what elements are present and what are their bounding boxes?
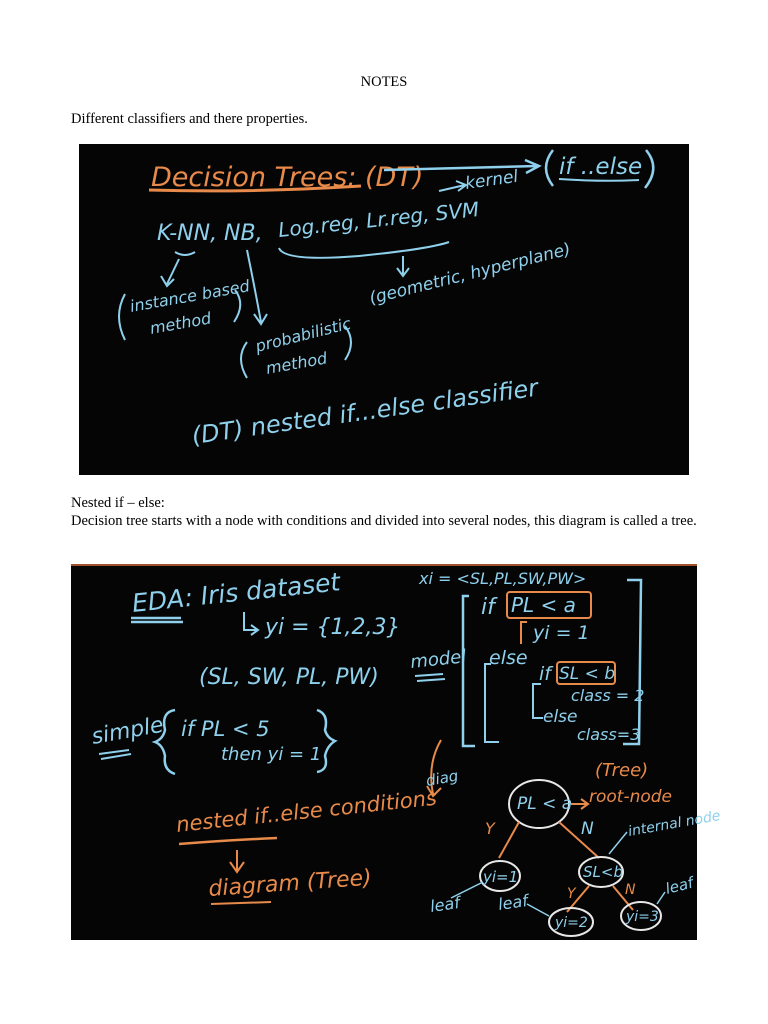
model-underline <box>415 674 445 681</box>
geometric-label: (geometric, hyperplane) <box>367 239 573 309</box>
n-edge2-label: N <box>625 882 636 898</box>
kernel-arrow <box>439 181 466 191</box>
sl-b-label: SL < b <box>559 664 616 684</box>
linear-brace <box>279 242 449 258</box>
diagram-tree-label: diagram (Tree) <box>207 865 373 902</box>
eda-underline <box>131 618 183 622</box>
probabilistic-label: probabilistic <box>253 313 353 356</box>
n-edge-label: N <box>581 819 594 839</box>
probabilistic-open-paren <box>241 342 247 378</box>
if-else-open-paren <box>546 150 553 186</box>
yi-arrow <box>244 612 258 635</box>
instance-method-label: method <box>148 308 213 338</box>
nested-heading: Nested if – else: <box>71 495 165 511</box>
dt-nested-label: (DT) nested if...else classifier <box>189 373 540 450</box>
simple-label: simple <box>89 712 166 750</box>
leaf-yi1-text: yi=1 <box>483 868 519 886</box>
knn-brace <box>175 252 195 255</box>
tree-label: (Tree) <box>595 760 649 781</box>
nested-description: Decision tree starts with a node with conditions and divided into several nodes, this diagram is called a tree. <box>71 513 697 529</box>
leaf-label-left: leaf <box>428 893 462 916</box>
classifiers-note-image <box>79 144 689 475</box>
page-title: NOTES <box>360 74 408 90</box>
else-bracket <box>485 664 499 742</box>
simple-then-label: then yi = 1 <box>221 744 322 765</box>
linear-models-label: Log.reg, Lr.reg, SVM <box>277 197 481 242</box>
internal-node-text: SL<b <box>583 863 623 881</box>
model-close-bracket <box>623 580 641 744</box>
y-edge-label: Y <box>485 819 495 838</box>
y-edge2-label: Y <box>567 886 576 902</box>
diagram-underline <box>211 902 271 904</box>
probabilistic-method-label: method <box>264 348 329 378</box>
probabilistic-arrow <box>247 250 267 324</box>
class2-label: class = 2 <box>571 686 645 705</box>
knn-nb-label: K-NN, NB, <box>157 221 263 246</box>
eda-label: EDA: Iris dataset <box>130 567 342 618</box>
leaf-yi2-text: yi=2 <box>555 915 588 931</box>
geometric-arrow <box>397 256 409 276</box>
kernel-label: kernel <box>463 166 520 194</box>
leaf-label-mid: leaf <box>496 891 530 914</box>
model-open-bracket <box>463 596 475 746</box>
features-label: (SL, SW, PL, PW) <box>199 665 379 690</box>
nested-conditions-label: nested if..else conditions <box>175 785 438 837</box>
if-else-close-paren <box>645 150 653 188</box>
diagram-arrow <box>230 850 244 872</box>
model-else2-label: else <box>543 707 578 727</box>
root-node-text: PL < a <box>517 794 573 814</box>
model-if2-label: if <box>539 663 551 685</box>
decision-tree-note-image <box>71 564 722 940</box>
class3-label: class=3 <box>577 725 641 744</box>
leaf-pointer-left <box>451 882 483 898</box>
yi1-bracket <box>521 622 527 644</box>
classifiers-note-drawing <box>79 144 689 475</box>
internal-node-label: internal node <box>626 807 722 840</box>
edge-root-left <box>499 822 519 858</box>
leaf-pointer-right <box>657 892 665 904</box>
inner-bracket <box>533 684 543 718</box>
yi-set-label: yi = {1,2,3} <box>265 615 401 640</box>
model-if-label: if <box>481 595 495 620</box>
nested-underline <box>179 838 277 844</box>
internal-pointer <box>609 832 627 854</box>
model-else1-label: else <box>489 647 528 669</box>
xi-definition: xi = <SL,PL,SW,PW> <box>419 569 587 588</box>
instance-open-paren <box>119 294 125 340</box>
pl-a-label: PL < a <box>511 593 576 617</box>
dt-label: Decision Trees: (DT) <box>151 162 424 193</box>
root-arrow <box>571 799 588 809</box>
leaf-yi3-text: yi=3 <box>626 909 659 925</box>
model-yi1-label: yi = 1 <box>533 622 590 644</box>
nested-section <box>71 494 701 530</box>
instance-based-label: instance based <box>128 276 252 316</box>
diag-label: diag <box>424 766 460 790</box>
model-label: model <box>409 646 468 673</box>
decision-tree-note-drawing <box>71 564 722 940</box>
intro-text: Different classifiers and there properties. <box>71 111 308 127</box>
simple-if-label: if PL < 5 <box>181 717 270 741</box>
root-node-label: root-node <box>589 787 673 807</box>
instance-arrow <box>161 259 179 286</box>
simple-underline <box>99 750 131 759</box>
leaf-label-right: leaf <box>663 873 696 898</box>
if-else-label: if ..else <box>559 154 643 180</box>
leaf-pointer-mid <box>527 904 549 916</box>
